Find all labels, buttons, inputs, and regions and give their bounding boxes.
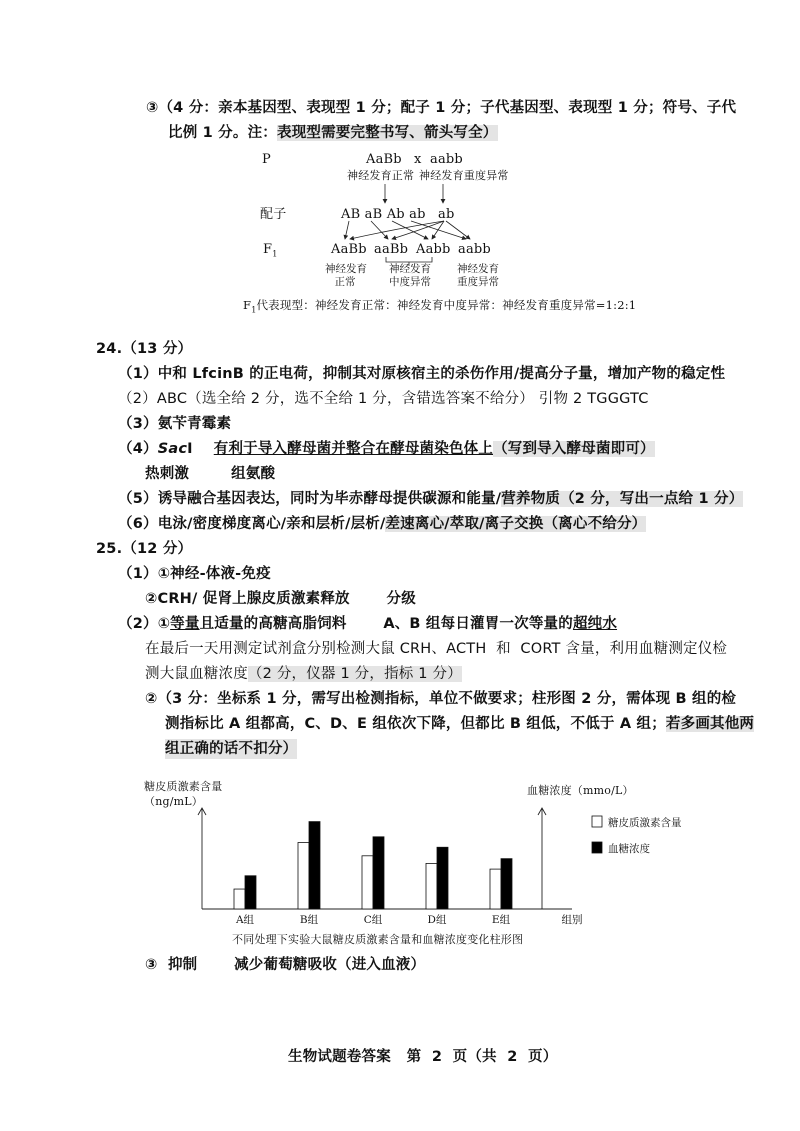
q24-answer-6: （6）电泳/密度梯度离心/亲和层析/层析/差速离心/萃取/离子交换（离心不给分） — [118, 516, 647, 532]
enzyme-name: Sac — [157, 441, 188, 457]
q25-answer-2-line3: 测大鼠血糖浓度（2 分，仪器 1 分，指标 1 分） — [145, 666, 462, 682]
q24-answer-4-underlined: 有利于导入酵母菌并整合在酵母菌染色体上 — [213, 441, 494, 457]
q24-answer-4-highlight: （写到导入酵母菌即可） — [493, 441, 655, 457]
f1-label: $F_1$ — [263, 242, 278, 259]
f1-genotype-1: AaBb — [331, 242, 367, 257]
f1-ratio: $F_1$代表现型：神经发育正常：神经发育中度异常：神经发育重度异常=1:2:1 — [243, 298, 637, 315]
ultrapure-water-underlined: 超纯水 — [572, 616, 618, 632]
chart-ylabel-left-unit: （ng/mL） — [144, 795, 203, 808]
f1-phenotype-3: 神经发育 重度异常 — [457, 263, 499, 288]
legend-label-0: 糖皮质激素含量 — [608, 817, 682, 829]
q23-line2-highlight: 表现型需要完整书写、箭头写全） — [277, 125, 498, 141]
q24-answer-4: （4）SacⅠ 有利于导入酵母菌并整合在酵母菌染色体上（写到导入酵母菌即可） — [118, 441, 655, 457]
bar-chart — [140, 780, 700, 950]
legend-label-1: 血糖浓度 — [608, 843, 650, 855]
bar-glucose-4 — [501, 859, 512, 909]
chart-ylabel-right: 血糖浓度（mmo/L） — [527, 784, 634, 797]
parent1-phenotype: 神经发育正常 — [347, 169, 415, 182]
q25-answer-3-line1: ②（3 分：坐标系 1 分，需写出检测指标，单位不做要求；柱形图 2 分，需体现 B 组的检 — [145, 691, 737, 707]
bar-cort-3 — [426, 863, 437, 909]
x-tick-label: A组 — [235, 914, 255, 926]
parent1-gametes: AB aB Ab ab — [341, 207, 426, 222]
chart-plot — [140, 780, 700, 950]
q24-answer-1: （1）中和 LfcinB 的正电荷，抑制其对原核宿主的杀伤作用/提高分子量，增加产物的稳定性 — [118, 366, 726, 382]
q24-heading: 24.（13 分） — [96, 341, 193, 357]
parent2-phenotype: 神经发育重度异常 — [419, 169, 509, 182]
q25-answer-2: （2）①等量且适量的高糖高脂饲料 A、B 组每日灌胃一次等量的超纯水 — [118, 616, 618, 632]
q25-heading: 25.（12 分） — [96, 541, 193, 557]
p-label: P — [262, 152, 271, 167]
q25-answer-1a: （1）①神经-体液-免疫 — [118, 566, 271, 582]
chart-title: 不同处理下实验大鼠糖皮质激素含量和血糖浓度变化柱形图 — [232, 933, 524, 946]
legend-swatch-1 — [592, 842, 602, 853]
x-tick-label: C组 — [363, 914, 383, 926]
q25-answer-1b: ②CRH/ 促肾上腺皮质激素释放 分级 — [145, 591, 416, 607]
q24-answer-3: （3）氨苄青霉素 — [118, 416, 232, 432]
q23-line1: ③（4 分：亲本基因型、表现型 1 分；配子 1 分；子代基因型、表现型 1 分；符号、子代 — [146, 100, 737, 116]
f1-genotype-2: aaBb — [374, 242, 409, 257]
bar-glucose-2 — [373, 837, 384, 909]
q25-answer-2-line2: 在最后一天用测定试剂盒分别检测大鼠 CRH、ACTH 和 CORT 含量，利用血糖测定仪检 — [145, 641, 728, 657]
bar-cort-4 — [490, 869, 501, 909]
q25-answer-2-highlight: （2 分，仪器 1 分，指标 1 分） — [247, 666, 462, 682]
bar-cort-1 — [298, 843, 309, 910]
q24-answer-2: （2）ABC（选全给 2 分，选不全给 1 分，含错选答案不给分） 引物 2 TGGGTC — [118, 391, 649, 407]
bar-glucose-3 — [437, 847, 448, 909]
equal-amount-underlined: 等量 — [170, 616, 200, 632]
cross-symbol: x — [414, 152, 422, 167]
f1-phenotype-1: 神经发育 正常 — [325, 263, 367, 288]
bar-cort-2 — [362, 856, 373, 909]
q23-line2-a: 比例 1 分。注： — [168, 125, 277, 141]
q23-line2 — [168, 123, 498, 143]
bar-glucose-0 — [245, 876, 256, 909]
bar-glucose-1 — [309, 822, 320, 909]
parent1-genotype: AaBb — [366, 152, 402, 167]
f1-phenotype-2: 神经发育 中度异常 — [389, 263, 431, 288]
q24-answer-4b: 热刺激 组氨酸 — [145, 466, 276, 482]
f1-genotype-4: aabb — [458, 242, 491, 257]
x-axis-label: 组别 — [561, 914, 583, 926]
parent2-genotype: aabb — [430, 152, 463, 167]
q24-answer-5: （5）诱导融合基因表达，同时为毕赤酵母提供碳源和能量/营养物质（2 分，写出一点给 1 分） — [118, 491, 744, 507]
q24-answer-6-highlight: 差速离心/萃取/离子交换（离心不给分） — [385, 516, 647, 532]
x-tick-label: E组 — [491, 914, 511, 926]
x-tick-label: B组 — [299, 914, 319, 926]
q25-answer-3-line2: 测指标比 A 组都高，C、D、E 组依次下降，但都比 B 组低，不低于 A 组；若多画其他两 — [165, 716, 755, 732]
q25-answer-3-line3: 组正确的话不扣分） — [165, 741, 298, 757]
q24-answer-5-highlight: 营养物质（2 分，写出一点给 1 分） — [501, 491, 744, 507]
legend-swatch-0 — [592, 816, 602, 827]
x-tick-label: D组 — [427, 914, 447, 926]
q25-answer-3-highlight: 若多画其他两 — [665, 716, 755, 732]
page-footer: 生物试题卷答案 第 2 页（共 2 页） — [288, 1049, 558, 1065]
gamete-label: 配子 — [260, 207, 287, 222]
chart-ylabel-left: 糖皮质激素含量 — [144, 780, 223, 793]
parent2-gamete: ab — [438, 207, 455, 222]
bar-cort-0 — [234, 889, 245, 909]
q25-answer-4: ③ 抑制 减少葡萄糖吸收（进入血液） — [145, 957, 426, 973]
f1-genotype-3: Aabb — [416, 242, 451, 257]
